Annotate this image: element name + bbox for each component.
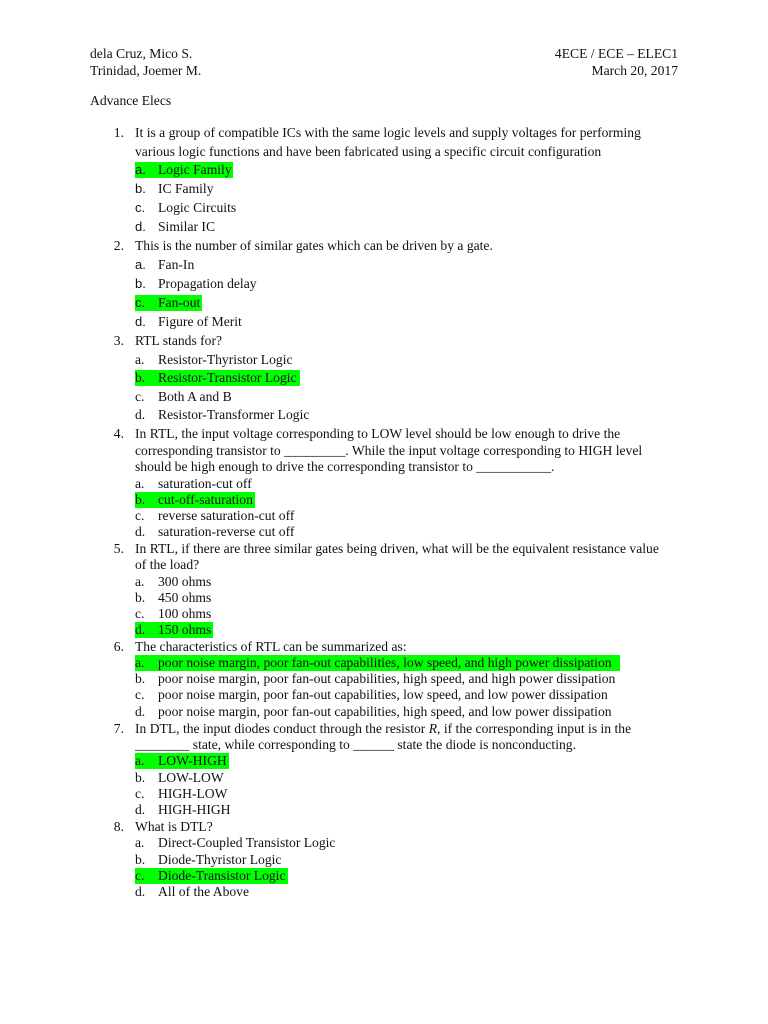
option-text: LOW-HIGH (158, 753, 227, 768)
author-name-2: Trinidad, Joemer M. (90, 63, 202, 78)
question-number: 6. (113, 639, 124, 654)
option-label: c. (135, 606, 145, 621)
section-code: 4ECE / ECE – ELEC1 (554, 46, 678, 61)
option-label: a. (135, 655, 145, 670)
option-label: a. (135, 574, 145, 589)
option-label: d. (135, 884, 146, 899)
option-label: c. (135, 200, 146, 215)
question-text: should be high enough to drive the corresponding transistor to ___________. (135, 459, 555, 474)
question-number: 7. (113, 721, 124, 736)
option-label: a. (135, 257, 146, 272)
option-label: d. (135, 704, 146, 719)
option-text: Logic Circuits (158, 200, 237, 215)
option-text: Direct-Coupled Transistor Logic (158, 835, 336, 850)
option-label: c. (135, 295, 146, 310)
question-text: The characteristics of RTL can be summarized as: (135, 639, 407, 654)
option-text: Propagation delay (158, 276, 257, 291)
option-text: 450 ohms (158, 590, 212, 605)
option-text: Both A and B (158, 389, 232, 404)
option-text: HIGH-HIGH (158, 802, 231, 817)
question-text: RTL stands for? (135, 333, 223, 348)
option-label: d. (135, 407, 146, 422)
question-text-end: , if the corresponding input is in the (437, 721, 632, 736)
option-text: reverse saturation-cut off (158, 508, 295, 523)
option-label: a. (135, 162, 146, 177)
option-label: b. (135, 492, 146, 507)
option-text: All of the Above (158, 884, 249, 899)
option-label: b. (135, 770, 146, 785)
option-label: c. (135, 687, 145, 702)
option-text: Resistor-Thyristor Logic (158, 352, 293, 367)
option-text: Similar IC (158, 219, 216, 234)
question-text: corresponding transistor to _________. While the input voltage corresponding to HIGH level (135, 443, 643, 458)
question-number: 2. (113, 238, 124, 253)
option-label: c. (135, 508, 145, 523)
option-text: Logic Family (158, 162, 232, 177)
option-label: c. (135, 786, 145, 801)
option-text: IC Family (158, 181, 214, 196)
option-text: saturation-reverse cut off (158, 524, 295, 539)
option-label: d. (135, 622, 146, 637)
question-text: This is the number of similar gates which can be driven by a gate. (135, 238, 493, 253)
option-text: poor noise margin, poor fan-out capabilities, low speed, and low power dissipation (158, 687, 608, 702)
option-label: a. (135, 352, 145, 367)
question-number: 1. (113, 125, 124, 140)
subject-title: Advance Elecs (90, 93, 172, 108)
option-text: LOW-LOW (158, 770, 224, 785)
option-text: cut-off-saturation (158, 492, 253, 507)
question-text: In RTL, if there are three similar gates being driven, what will be the equivalent resistance value (135, 541, 659, 556)
question-number: 8. (113, 819, 124, 834)
option-label: b. (135, 276, 146, 291)
option-text: Resistor-Transformer Logic (158, 407, 310, 422)
option-text: poor noise margin, poor fan-out capabilities, low speed, and high power dissipation (158, 655, 612, 670)
option-label: d. (135, 219, 146, 234)
question-text: It is a group of compatible ICs with the same logic levels and supply voltages for performing (135, 125, 641, 140)
option-text: 100 ohms (158, 606, 212, 621)
question-text: of the load? (135, 557, 200, 572)
document-date: March 20, 2017 (591, 63, 678, 78)
option-text: poor noise margin, poor fan-out capabilities, high speed, and high power dissipation (158, 671, 616, 686)
option-label: a. (135, 753, 145, 768)
option-label: d. (135, 802, 146, 817)
option-label: d. (135, 524, 146, 539)
option-text: Figure of Merit (158, 314, 242, 329)
question-number: 4. (113, 426, 124, 441)
option-text: 300 ohms (158, 574, 212, 589)
option-text: Fan-out (158, 295, 201, 310)
option-label: c. (135, 389, 145, 404)
option-label: a. (135, 835, 145, 850)
option-label: b. (135, 370, 146, 385)
option-label: a. (135, 476, 145, 491)
resistor-variable: R (428, 721, 438, 736)
option-text: Resistor-Transistor Logic (158, 370, 297, 385)
option-text: 150 ohms (158, 622, 212, 637)
option-label: b. (135, 852, 146, 867)
question-number: 3. (113, 333, 124, 348)
option-label: c. (135, 868, 145, 883)
option-text: Fan-In (158, 257, 195, 272)
question-text: ________ state, while corresponding to ______ state the diode is nonconducting. (135, 737, 576, 752)
question-text-start: In DTL, the input diodes conduct through the resistor (135, 721, 429, 736)
question-text (135, 721, 631, 737)
option-label: b. (135, 181, 146, 196)
option-text: saturation-cut off (158, 476, 252, 491)
option-text: Diode-Transistor Logic (158, 868, 286, 883)
option-text: HIGH-LOW (158, 786, 228, 801)
option-text: poor noise margin, poor fan-out capabilities, high speed, and low power dissipation (158, 704, 612, 719)
author-name-1: dela Cruz, Mico S. (90, 46, 193, 61)
question-text: various logic functions and have been fabricated using a specific circuit configuration (135, 144, 602, 159)
option-label: b. (135, 671, 146, 686)
option-label: b. (135, 590, 146, 605)
question-number: 5. (113, 541, 124, 556)
option-label: d. (135, 314, 146, 329)
question-text: What is DTL? (135, 819, 213, 834)
option-text: Diode-Thyristor Logic (158, 852, 282, 867)
question-text: In RTL, the input voltage corresponding to LOW level should be low enough to drive the (135, 426, 621, 441)
